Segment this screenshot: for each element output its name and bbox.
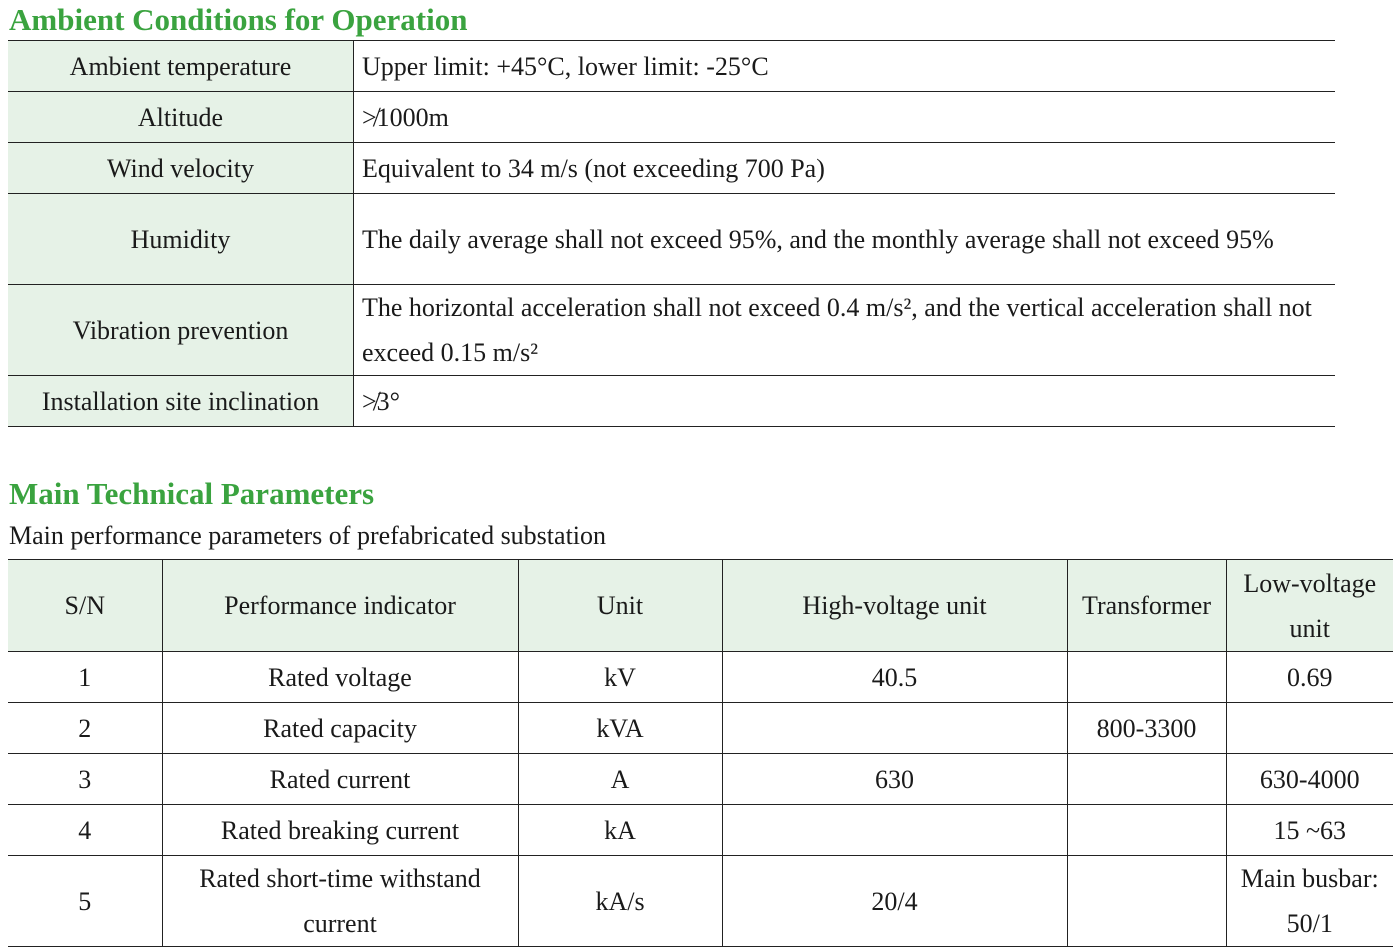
cell-unit: kA	[518, 805, 722, 856]
table-row	[8, 285, 1335, 376]
wind-velocity-label: Wind velocity	[8, 143, 354, 194]
table-row	[8, 754, 1393, 805]
humidity-label: Humidity	[8, 194, 354, 285]
cell-high-voltage: 40.5	[722, 652, 1067, 703]
cell-transformer: 800-3300	[1067, 703, 1226, 754]
cell-indicator: Rated capacity	[162, 703, 518, 754]
table-row	[8, 194, 1335, 285]
table-header-row	[8, 560, 1393, 652]
humidity-value: The daily average shall not exceed 95%, and the monthly average shall not exceed 95%	[354, 194, 1336, 285]
vibration-prevention-value: The horizontal acceleration shall not exceed 0.4 m/s², and the vertical acceleration shall not exceed 0.15 m/s²	[354, 285, 1336, 376]
cell-high-voltage: 20/4	[722, 856, 1067, 947]
cell-unit: kVA	[518, 703, 722, 754]
column-header-indicator: Performance indicator	[162, 560, 518, 652]
cell-transformer	[1067, 652, 1226, 703]
table-row	[8, 41, 1335, 92]
cell-high-voltage	[722, 703, 1067, 754]
ambient-conditions-table	[8, 40, 1335, 427]
cell-indicator: Rated breaking current	[162, 805, 518, 856]
table-row	[8, 92, 1335, 143]
cell-high-voltage: 630	[722, 754, 1067, 805]
cell-indicator: Rated short-time withstand current	[162, 856, 518, 947]
cell-low-voltage: 0.69	[1226, 652, 1393, 703]
parameters-table	[8, 559, 1393, 947]
cell-low-voltage: 630-4000	[1226, 754, 1393, 805]
table-row	[8, 376, 1335, 427]
cell-transformer	[1067, 805, 1226, 856]
cell-sn: 4	[8, 805, 162, 856]
ambient-temperature-label: Ambient temperature	[8, 41, 354, 92]
table-row	[8, 805, 1393, 856]
column-header-unit: Unit	[518, 560, 722, 652]
table-row	[8, 652, 1393, 703]
altitude-value: ≯1000m	[354, 92, 1336, 143]
cell-sn: 3	[8, 754, 162, 805]
ambient-temperature-value: Upper limit: +45°C, lower limit: -25°C	[354, 41, 1336, 92]
cell-indicator: Rated current	[162, 754, 518, 805]
cell-unit: kV	[518, 652, 722, 703]
ambient-conditions-heading: Ambient Conditions for Operation	[9, 2, 468, 37]
cell-low-voltage: 15 ~63	[1226, 805, 1393, 856]
column-header-low-voltage: Low-voltage unit	[1226, 560, 1393, 652]
cell-transformer	[1067, 754, 1226, 805]
vibration-prevention-label: Vibration prevention	[8, 285, 354, 376]
table-row	[8, 856, 1393, 947]
installation-inclination-value: ≯3°	[354, 376, 1336, 427]
cell-sn: 2	[8, 703, 162, 754]
cell-sn: 1	[8, 652, 162, 703]
cell-low-voltage	[1226, 703, 1393, 754]
cell-unit: A	[518, 754, 722, 805]
column-header-high-voltage: High-voltage unit	[722, 560, 1067, 652]
column-header-transformer: Transformer	[1067, 560, 1226, 652]
table-row	[8, 143, 1335, 194]
cell-indicator: Rated voltage	[162, 652, 518, 703]
cell-low-voltage: Main busbar: 50/1	[1226, 856, 1393, 947]
installation-inclination-label: Installation site inclination	[8, 376, 354, 427]
cell-sn: 5	[8, 856, 162, 947]
wind-velocity-value: Equivalent to 34 m/s (not exceeding 700 Pa)	[354, 143, 1336, 194]
parameters-subtitle: Main performance parameters of prefabricated substation	[9, 521, 607, 550]
column-header-sn: S/N	[8, 560, 162, 652]
cell-transformer	[1067, 856, 1226, 947]
cell-high-voltage	[722, 805, 1067, 856]
altitude-label: Altitude	[8, 92, 354, 143]
table-row	[8, 703, 1393, 754]
cell-unit: kA/s	[518, 856, 722, 947]
technical-parameters-heading: Main Technical Parameters	[9, 476, 375, 511]
